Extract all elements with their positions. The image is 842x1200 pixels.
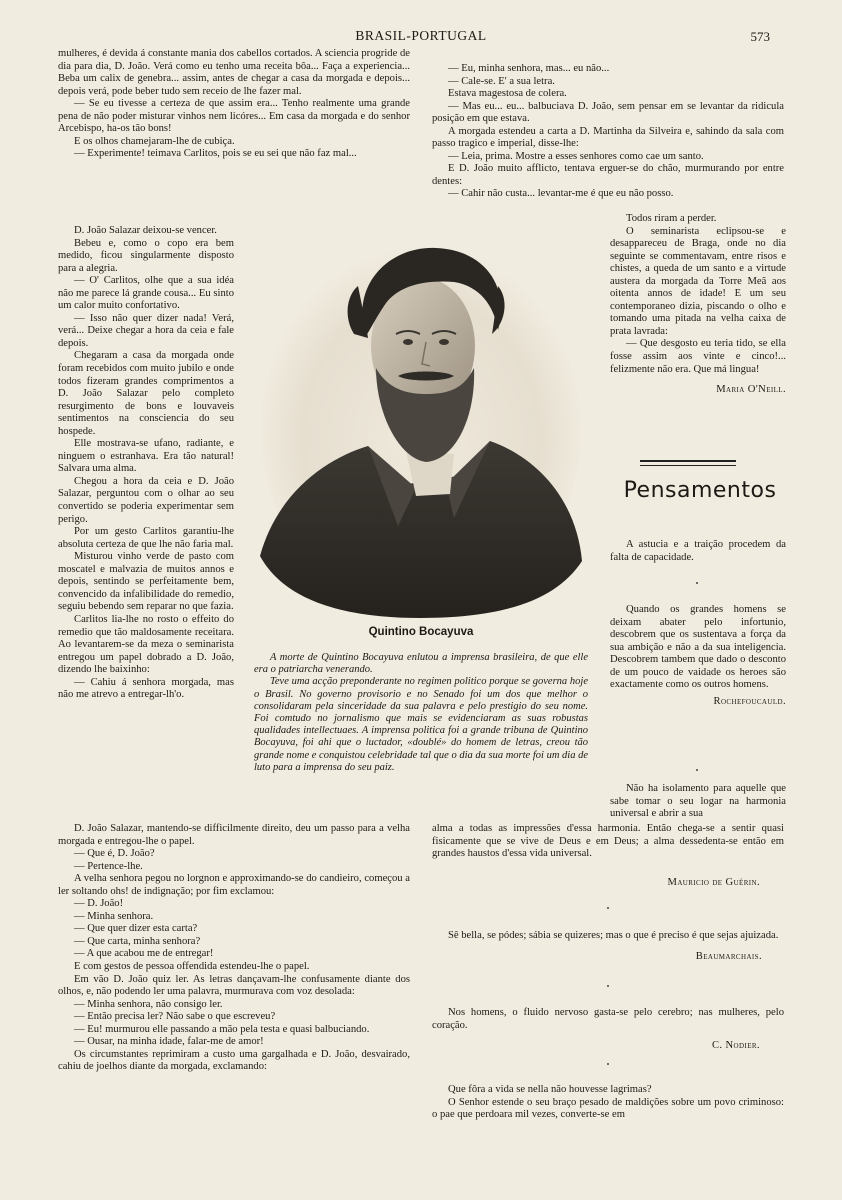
section-divider xyxy=(640,460,736,462)
section-divider xyxy=(640,465,736,466)
paragraph: E D. João muito afflicto, tentava erguer-se do chão, murmurando por entre dentes: xyxy=(432,163,784,187)
paragraph: — D. João! xyxy=(74,898,124,910)
author-signature: Beaumarchais. xyxy=(695,950,762,962)
paragraph: — Minha senhora. xyxy=(74,910,154,922)
paragraph: A astucia e a traição procedem da falta de capacidade. xyxy=(610,539,786,563)
paragraph: — Pertence-lhe. xyxy=(74,860,143,872)
left-column-top xyxy=(58,48,410,161)
paragraph: — Que desgosto eu teria tido, se ella fosse assim aos vinte e cinco!... felizmente não era. Que má lingua! xyxy=(610,338,786,375)
paragraph: Carlitos lia-lhe no rosto o effeito do remedio que tão maldosamente receitara. Ao levantarem-se da meza o seminarista entregou um papel dobrado a D. João, dizendo lhe baixinho: xyxy=(58,613,234,676)
paragraph: — Eu, minha senhora, mas... eu não... xyxy=(448,63,610,74)
pensamento-5 xyxy=(432,1007,784,1053)
paragraph: D. João Salazar deixou-se vencer. xyxy=(74,225,217,236)
running-header xyxy=(0,28,842,46)
paragraph: Que fôra a vida se nella não houvesse lagrimas? xyxy=(448,1084,652,1095)
paragraph: mulheres, é devida á constante mania dos cabellos cortados. A sciencia progride de dia para dia, D. João. Verá como eu tenho uma receita bôa... Faça a experiencia... Beba um calix de genebra... assim, antes de chegar a casa da morgada e depois... depois verá, pode beber tudo sem receio de lhe fazer mal. xyxy=(58,48,410,97)
author-signature: Rochefoucauld. xyxy=(713,695,786,707)
author-signature: Mauricio de Guérin. xyxy=(667,876,760,888)
paragraph: alma a todas as impressões d'essa harmonia. Então chega-se a sentir quasi fisicamente que se vive de Deus e em Deus; a alma dessedenta-se então em grandes haustos d'essa vida universal. xyxy=(432,823,784,860)
pensamento-1 xyxy=(610,539,786,564)
caption-paragraph: Teve uma acção preponderante no regimen politico porque se governa hoje o Brasil. No governo provisorio e no Senado foi um dos que melhor o consolidaram pela sinceridade da sua palavra e pelo prestigio do seu nome. Foi comtudo no jornalismo que mais se evidenciaram as suas robustas qualidades intellectuaes. A imprensa politica foi a grande tribuna de Quintino Bocayuva, foi ahi que o luctador, «doublé» do homem de letras, creou tão grande nome e conquistou celebridade tal que o dia da sua morte foi um dia de luto para a imprensa do seu paiz. xyxy=(254,676,588,773)
paragraph: Nos homens, o fluido nervoso gasta-se pelo cerebro; nas mulheres, pelo coração. xyxy=(432,1007,784,1031)
paragraph: E os olhos chamejaram-lhe de cubiça. xyxy=(74,135,235,147)
paragraph: Por um gesto Carlitos garantiu-lhe absoluta certeza de que lhe não faria mal. xyxy=(58,526,234,550)
paragraph: Chegou a hora da ceia e D. João Salazar, perguntou com o olhar ao seu convertido se poderia experimentar sem perigo. xyxy=(58,475,234,525)
page-number: 573 xyxy=(750,29,770,44)
paragraph: — Que quer dizer esta carta? xyxy=(74,923,198,935)
pensamento-6 xyxy=(432,1084,784,1122)
paragraph: O Senhor estende o seu braço pesado de maldições sobre um povo criminoso: o pae que perdoara mil vezes, converte-se em xyxy=(432,1096,784,1121)
paragraph: Misturou vinho verde de pasto com moscatel e malvazia de muitos annos e depois, sentindo se perfeitamente bem, convencido da infalibilidade do remedio, seguiu bebendo sem reparar no que fazia. xyxy=(58,551,234,613)
paragraph: O seminarista eclipsou-se e desappareceu de Braga, onde no dia seguinte se commentavam, entre risos e chistes, a queda de um santo e a virtude austera da morgada da Torre Meã aos oitenta annos de idade! E um seu contemporaneo dizia, piscando o olho e tomando uma pitada na velha caixa de prata lavrada: xyxy=(610,225,786,337)
paragraph: — Se eu tivesse a certeza de que assim era... Tenho realmente uma grande pena de não poder misturar vinhos nem licóres... Em casa da morgada e do senhor Arcebispo, ha-os tão bons! xyxy=(58,98,410,135)
paragraph: — Leia, prima. Mostre a esses senhores como cae um santo. xyxy=(448,150,704,162)
paragraph: Quando os grandes homens se deixam abater pelo infortunio, descobrem que os sustentava a força da sua ambição e não a da sua inteligencia. Descobrem tambem que dado o desconto de um pouco de vaidade os heroes são exactamente como os outros homens. xyxy=(610,604,786,691)
paragraph: Sê bella, se pódes; sábia se quizeres; mas o que é preciso é que sejas ajuizada. xyxy=(448,930,779,941)
paragraph: Em vão D. João quiz ler. As letras dançavam-lhe confusamente diante dos olhos, e, não podendo ler uma palavra, murmurava com voz desolada: xyxy=(58,973,410,998)
paragraph: A morgada estendeu a carta a D. Martinha da Silveira e, sahindo da sala com passo tragico e imperial, disse-lhe: xyxy=(432,125,784,150)
portrait-name: Quintino Bocayuva xyxy=(368,626,474,638)
paragraph: — Cale-se. E' a sua letra. xyxy=(448,75,555,87)
caption-paragraph: A morte de Quintino Bocayuva enlutou a imprensa brasileira, de que elle era o patriarcha venerando. xyxy=(254,652,588,676)
paragraph: E com gestos de pessoa offendida estendeu-lhe o papel. xyxy=(74,961,310,973)
paragraph: — Mas eu... eu... balbuciava D. João, sem pensar em se levantar da ridicula posição em que estava. xyxy=(432,100,784,125)
paragraph: — Eu! murmurou elle passando a mão pela testa e quasi balbuciando. xyxy=(74,1023,370,1035)
paragraph: — O' Carlitos, olhe que a sua idéa não me parece lá grande cousa... Eu sinto um calor muito confortativo. xyxy=(58,275,234,312)
paragraph: — A que acabou me de entregar! xyxy=(74,948,214,960)
pensamento-3-narrow xyxy=(610,783,786,821)
portrait-engraving xyxy=(258,226,584,618)
paragraph: Estava magestosa de colera. xyxy=(448,88,567,100)
author-signature: Maria O'Neill. xyxy=(716,384,786,396)
paragraph: — Isso não quer dizer nada! Verá, verá... Deixe chegar a hora da ceia e fale depois. xyxy=(58,312,234,349)
paragraph: — Que é, D. João? xyxy=(74,848,155,860)
journal-title: BRASIL-PORTUGAL xyxy=(355,28,487,43)
author-signature: C. Nodier. xyxy=(711,1040,760,1052)
paragraph: Os circumstantes reprimiram a custo uma gargalhada e D. João, desvairado, cahiu de joelhos diante da morgada, exclamando: xyxy=(58,1048,410,1073)
separator-dot xyxy=(607,985,609,987)
paragraph: Não ha isolamento para aquelle que sabe tomar o seu logar na harmonia universal e abrir a sua xyxy=(610,783,786,820)
section-heading: Pensamentos xyxy=(623,478,777,503)
left-column-narrow xyxy=(58,225,234,702)
paragraph: — Cahiu á senhora morgada, mas não me atrevo a entregar-lh'o. xyxy=(58,676,234,701)
paragraph: — Cahir não custa... levantar-me é que eu não posso. xyxy=(448,188,674,200)
paragraph: — Experimente! teimava Carlitos, pois se eu sei que não faz mal... xyxy=(74,148,357,160)
separator-dot xyxy=(607,907,609,909)
separator-dot xyxy=(607,1063,609,1065)
paragraph: D. João Salazar, mantendo-se difficilmente direito, deu um passo para a velha morgada e entregou-lhe o papel. xyxy=(58,823,410,847)
pensamento-4 xyxy=(432,930,784,963)
paragraph: Todos riram a perder. xyxy=(626,213,717,224)
right-column-narrow xyxy=(610,213,786,397)
paragraph: Elle mostrava-se ufano, radiante, e ninguem o estranhava. Era tão natural! Salvara uma alma. xyxy=(58,438,234,475)
pensamento-3-wide xyxy=(432,823,784,889)
paragraph: — Ousar, na minha idade, falar-me de amor! xyxy=(74,1036,264,1048)
separator-dot xyxy=(696,582,698,584)
portrait-caption xyxy=(254,652,588,774)
paragraph: Chegaram a casa da morgada onde foram recebidos com muito jubilo e onde todos fizeram grandes comprimentos a D. João Salazar pelo completo resurgimento de bons e louvaveis sentimentos na consciencia do seu hospede. xyxy=(58,350,234,437)
left-column-bottom xyxy=(58,823,410,1074)
pensamento-2 xyxy=(610,604,786,708)
separator-dot xyxy=(696,769,698,771)
paragraph: — Que carta, minha senhora? xyxy=(74,935,201,947)
paragraph: A velha senhora pegou no lorgnon e approximando-se do candieiro, começou a ler soltando ohs! de indignação; por fim exclamou: xyxy=(58,873,410,897)
paragraph: Bebeu e, como o copo era bem medido, ficou singularmente disposto para a alegria. xyxy=(58,237,234,274)
paragraph: — Então precisa ler? Não sabe o que escreveu? xyxy=(74,1011,276,1023)
paragraph: — Minha senhora, não consigo ler. xyxy=(74,998,223,1010)
right-column-top xyxy=(432,63,784,201)
